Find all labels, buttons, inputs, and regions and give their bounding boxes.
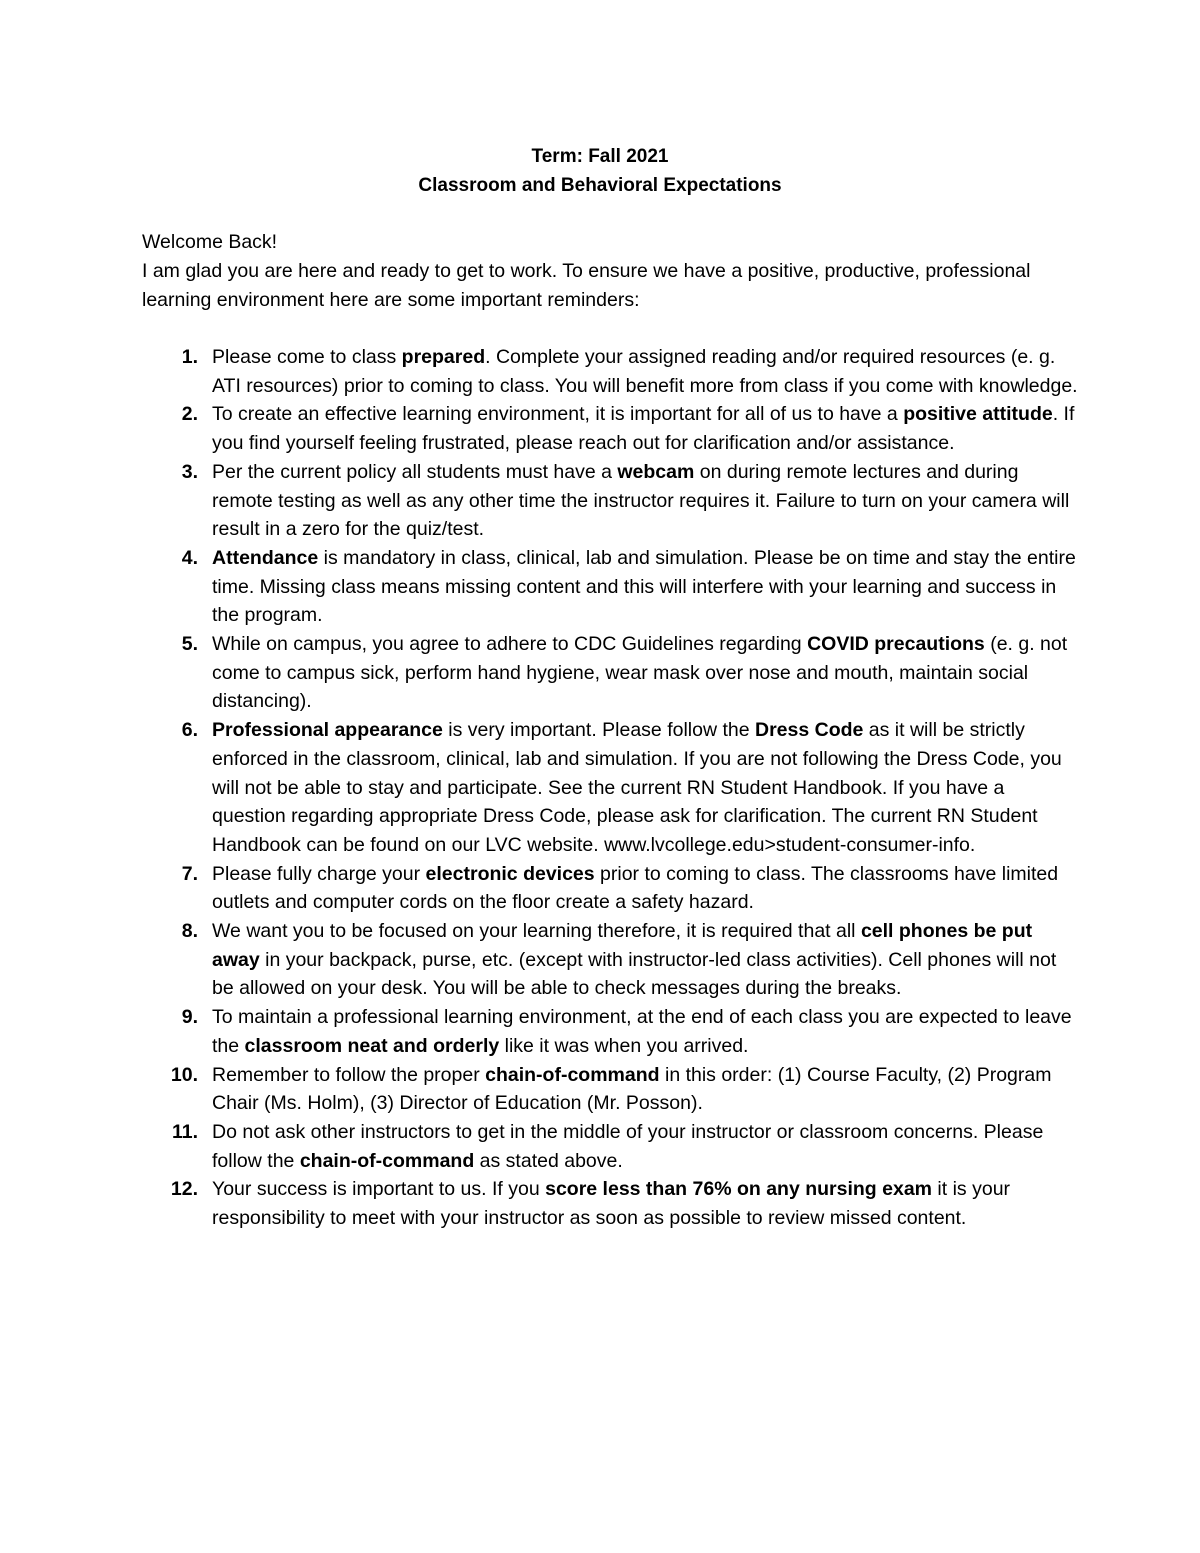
list-item-text	[212, 544, 1082, 630]
emphasis-text: chain-of-command	[299, 1149, 475, 1172]
list-item	[142, 1003, 1082, 1060]
emphasis-text: webcam	[617, 460, 695, 483]
emphasis-text: COVID precautions	[807, 633, 985, 656]
greeting: Welcome Back!	[142, 231, 278, 253]
body-text: Your success is important to us. If you	[212, 1178, 546, 1201]
body-text: as it will be strictly enforced in the classroom, clinical, lab and simulation. If you are not following the Dress Code, you will not be able to stay and participate. See the current RN Student Handbook. If you have a question regarding appropriate Dress Code, please ask for clarification. The current RN Student Handbook can be found on our LVC website. www.lvcollege.edu>student-consumer-info.	[212, 719, 1062, 856]
emphasis-text: prepared	[401, 346, 486, 368]
body-text: To maintain a professional learning environment, at the end of each class you are expected to leave the	[212, 1006, 1072, 1057]
list-item-number: 5.	[181, 633, 198, 656]
intro-section	[142, 228, 1072, 315]
list-item-number: 3.	[181, 460, 198, 483]
term-heading: Term: Fall 2021	[531, 146, 669, 167]
body-text: is mandatory in class, clinical, lab and simulation. Please be on time and stay the entire time. Missing class means missing content and this will interfere with your learning and success in the program.	[212, 546, 1076, 627]
list-item-number: 6.	[181, 719, 198, 742]
list-item-text	[212, 400, 1082, 457]
list-item-number: 11.	[171, 1120, 198, 1143]
body-text: Do not ask other instructors to get in the middle of your instructor or classroom concerns. Please follow the	[212, 1120, 1044, 1172]
body-text: like it was when you arrived.	[499, 1034, 749, 1057]
body-text: is very important. Please follow the	[442, 719, 755, 742]
list-item-number: 10.	[170, 1063, 198, 1086]
emphasis-text: Professional appearance	[212, 719, 443, 742]
body-text: in your backpack, purse, etc. (except with instructor-led class activities). Cell phones will not be allowed on your desk. You will be able to check messages during the breaks.	[212, 948, 1057, 1000]
list-item	[142, 716, 1082, 860]
body-text: on during remote lectures and during remote testing as well as any other time the instructor requires it. Failure to turn on your camera will result in a zero for the quiz/test.	[212, 460, 1070, 541]
list-item-number: 2.	[181, 403, 198, 426]
list-item	[142, 458, 1082, 544]
list-item-number: 9.	[181, 1006, 198, 1029]
list-item-text	[212, 1003, 1082, 1060]
emphasis-text: chain-of-command	[485, 1063, 660, 1086]
body-text: as stated above.	[474, 1149, 623, 1172]
list-item-number: 8.	[181, 920, 198, 943]
body-text: (e. g. not come to campus sick, perform hand hygiene, wear mask over nose and mouth, maintain social distancing).	[212, 633, 1068, 713]
emphasis-text: classroom neat and orderly	[244, 1034, 500, 1057]
list-item	[142, 630, 1082, 716]
body-text: While on campus, you agree to adhere to CDC Guidelines regarding	[212, 633, 808, 656]
list-item-number: 12.	[170, 1178, 198, 1201]
emphasis-text: Dress Code	[755, 719, 864, 742]
emphasis-text: positive attitude	[903, 403, 1053, 426]
body-text: To create an effective learning environment, it is important for all of us to have a	[212, 403, 904, 426]
body-text: Please come to class	[212, 346, 402, 368]
list-item-text	[212, 1175, 1082, 1232]
list-item-text	[212, 343, 1082, 400]
body-text: Remember to follow the proper	[212, 1063, 486, 1086]
list-item-number: 1.	[181, 346, 198, 368]
list-item	[142, 1118, 1082, 1175]
body-text: Please fully charge your	[212, 862, 426, 885]
body-text: We want you to be focused on your learning therefore, it is required that all	[212, 920, 861, 943]
list-item-text	[212, 630, 1082, 716]
body-text: it is your responsibility to meet with your instructor as soon as possible to review missed content.	[212, 1178, 1011, 1230]
emphasis-text: cell phones be put away	[212, 920, 1033, 971]
list-item-text	[212, 458, 1082, 544]
emphasis-text: electronic devices	[425, 862, 595, 885]
list-item-text	[212, 860, 1082, 917]
list-item	[142, 917, 1082, 1003]
intro-paragraph: I am glad you are here and ready to get to work. To ensure we have a positive, productive, professional learning environment here are some important reminders:	[142, 260, 1031, 311]
list-item-text	[212, 917, 1082, 1003]
body-text: . If you find yourself feeling frustrated, please reach out for clarification and/or assistance.	[212, 403, 1075, 455]
body-text: prior to coming to class. The classrooms have limited outlets and computer cords on the floor create a safety hazard.	[212, 862, 1059, 914]
list-item-number: 4.	[181, 546, 198, 569]
emphasis-text: score less than 76% on any nursing exam	[545, 1178, 933, 1201]
list-item	[142, 544, 1082, 630]
body-text: . Complete your assigned reading and/or required resources (e. g. ATI resources) prior to coming to class. You will benefit more from class if you come with knowledge.	[212, 346, 1078, 397]
body-text: Per the current policy all students must have a	[212, 460, 618, 483]
list-item-text	[212, 1061, 1082, 1118]
expectations-list	[142, 343, 1082, 1233]
list-item	[142, 400, 1082, 457]
list-item	[142, 1175, 1082, 1232]
list-item-number: 7.	[181, 862, 198, 885]
page-title: Classroom and Behavioral Expectations	[418, 175, 782, 196]
list-item-text	[212, 1118, 1082, 1175]
body-text: in this order: (1) Course Faculty, (2) Program Chair (Ms. Holm), (3) Director of Education (Mr. Posson).	[212, 1063, 1052, 1115]
list-item-text	[212, 716, 1082, 860]
list-item	[142, 1061, 1082, 1118]
list-item	[142, 860, 1082, 917]
emphasis-text: Attendance	[212, 546, 319, 569]
list-item	[142, 343, 1082, 400]
